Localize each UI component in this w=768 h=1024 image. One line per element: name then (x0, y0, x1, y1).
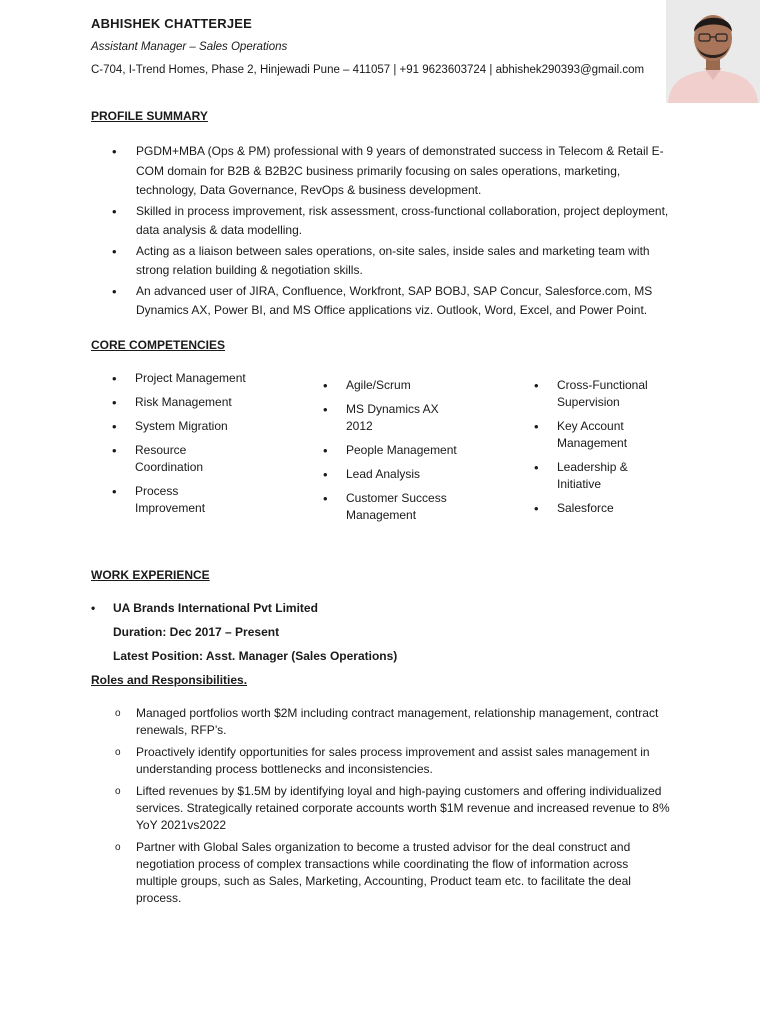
competency-item: • Process Improvement (112, 483, 215, 517)
competencies-column-2 (323, 377, 473, 531)
candidate-name: ABHISHEK CHATTERJEE (91, 16, 253, 31)
summary-item: • Acting as a liaison between sales operations, on-site sales, inside sales and marketing team with strong relation building & negotiation skills. (112, 242, 682, 281)
role-item: o Managed portfolios worth $2M including contract management, relationship management, contract renewals, RFP’s. (112, 705, 672, 739)
competency-item: • Customer Success Management (323, 490, 456, 524)
portrait-icon (666, 0, 760, 103)
bullet-icon: • (91, 601, 96, 615)
competency-item: • Resource Coordination (112, 442, 215, 476)
candidate-title: Assistant Manager – Sales Operations (91, 41, 288, 53)
company-entry (91, 601, 318, 615)
latest-position: Latest Position: Asst. Manager (Sales Operations) (113, 649, 398, 663)
competency-item: • Project Management (112, 370, 262, 387)
competency-item: • Key Account Management (534, 418, 647, 452)
summary-item: • An advanced user of JIRA, Confluence, Workfront, SAP BOBJ, SAP Concur, Salesforce.com, MS Dynamics AX, Power BI, and MS Office applications viz. Outlook, Word, Excel, and Power Point. (112, 282, 682, 321)
profile-photo (666, 0, 760, 103)
competencies-column-3 (534, 377, 674, 524)
competency-item: • MS Dynamics AX 2012 (323, 401, 446, 435)
profile-summary-list (112, 142, 682, 322)
competency-item: • System Migration (112, 418, 262, 435)
summary-item: • Skilled in process improvement, risk assessment, cross-functional collaboration, project deployment, data analysis & data modelling. (112, 202, 682, 241)
work-experience-heading: WORK EXPERIENCE (91, 568, 210, 582)
competency-item: • Cross-Functional Supervision (534, 377, 657, 411)
core-competencies-heading: CORE COMPETENCIES (91, 338, 226, 352)
roles-heading: Roles and Responsibilities. (91, 673, 248, 687)
competency-item: • Leadership & Initiative (534, 459, 647, 493)
summary-item: • PGDM+MBA (Ops & PM) professional with 9 years of demonstrated success in Telecom & Retail E-COM domain for B2B & B2B2C business primarily focusing on sales operations, marketing, technology, Data Governance, RevOps & business development. (112, 142, 682, 201)
roles-list (112, 705, 672, 912)
competency-item: • Agile/Scrum (323, 377, 473, 394)
role-item: o Proactively identify opportunities for sales process improvement and assist sales management in understanding process bottlenecks and inconsistencies. (112, 744, 672, 778)
competency-item: • Risk Management (112, 394, 262, 411)
profile-summary-heading: PROFILE SUMMARY (91, 109, 208, 123)
role-item: o Partner with Global Sales organization to become a trusted advisor for the deal construct and negotiation process of complex transactions while coordinating the flow of information across multiple groups, such as Sales, Marketing, Accounting, Product team etc. to facilitate the deal process. (112, 839, 672, 907)
competency-item: • Lead Analysis (323, 466, 473, 483)
competencies-column-1 (112, 370, 262, 524)
competency-item: • People Management (323, 442, 473, 459)
company-name: UA Brands International Pvt Limited (113, 601, 318, 615)
contact-line: C-704, I-Trend Homes, Phase 2, Hinjewadi Pune – 411057 | +91 9623603724 | abhishek290393@gmail.com (91, 64, 645, 76)
competency-item: • Salesforce (534, 500, 674, 517)
duration: Duration: Dec 2017 – Present (113, 625, 280, 639)
role-item: o Lifted revenues by $1.5M by identifying loyal and high-paying customers and offering individualized services. Strategically retained corporate accounts worth $1M revenue and increased revenue to 8% YoY 2021vs2022 (112, 783, 672, 834)
